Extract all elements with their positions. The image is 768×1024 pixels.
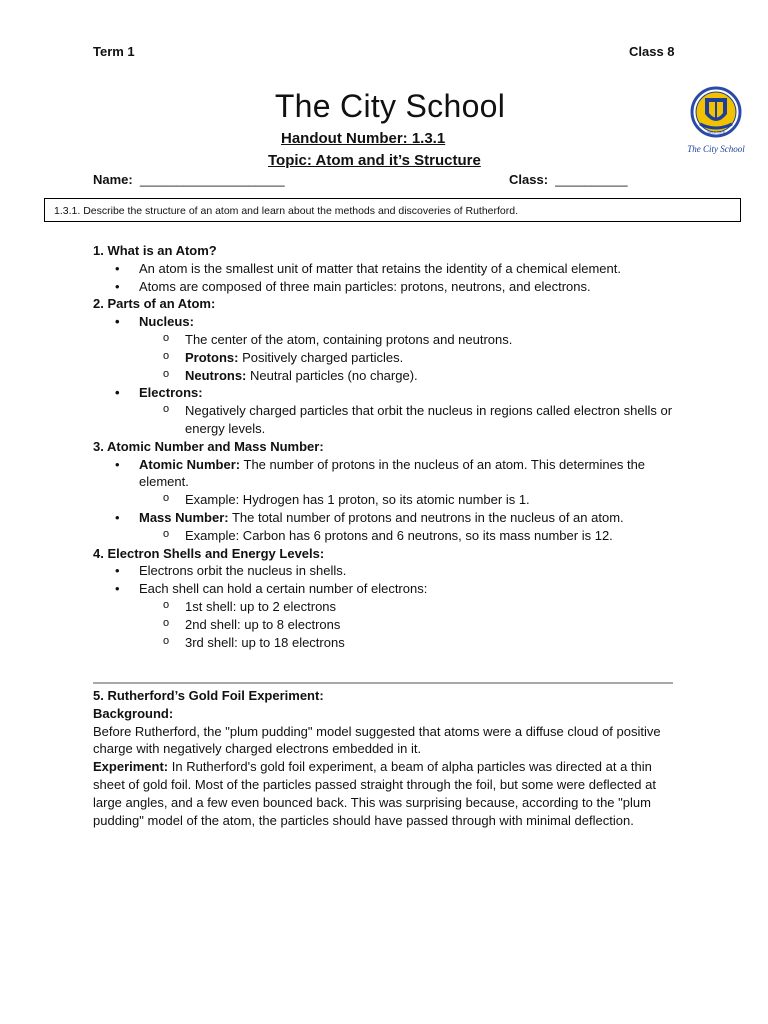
handout-content [93,242,683,651]
mass-number-text: The total number of protons and neutrons in the nucleus of an atom. [228,509,624,525]
school-title [0,88,768,125]
mass-number-label: Mass Number: [139,509,229,525]
protons-text: Positively charged particles. [238,349,404,365]
background-text: Before Rutherford, the "plum pudding" model suggested that atoms were a diffuse cloud of positive charge with negatively charged electrons embedded in it. [93,723,661,757]
logo-motto: Since 1978 [707,130,725,135]
school-crest-icon [678,84,758,160]
sub-list-item: o 3rd shell: up to 18 electrons [93,634,683,652]
sub-list-item [93,367,683,385]
atomic-number-text: The number of protons in the nucleus of an atom. This determines the element. [139,456,646,490]
name-field [93,172,285,187]
list-item: • An atom is the smallest unit of matter that retains the identity of a chemical element. [93,260,683,278]
sub-list-item [93,349,683,367]
section-5 [93,687,683,829]
section-divider [93,682,673,684]
section-2-heading: 2. Parts of an Atom: [93,296,216,312]
class-field [509,172,628,187]
experiment-paragraph [93,758,683,829]
section-3-heading: 3. Atomic Number and Mass Number: [93,438,324,454]
sub-list-item: o Example: Hydrogen has 1 proton, so its atomic number is 1. [93,491,683,509]
neutrons-label: Neutrons: [185,367,247,383]
class-blank: __________ [555,172,628,187]
sub-list-item: o Example: Carbon has 6 protons and 6 neutrons, so its mass number is 12. [93,527,683,545]
section-5-heading: 5. Rutherford’s Gold Foil Experiment: [93,688,324,703]
term-label: Term 1 [93,44,135,59]
sub-list-item: o 1st shell: up to 2 electrons [93,598,683,616]
school-logo [678,84,758,160]
atomic-number-label: Atomic Number: [139,456,241,472]
list-item [93,509,683,527]
list-item: • Atoms are composed of three main particles: protons, neutrons, and electrons. [93,278,683,296]
list-item-electrons: • Electrons: [93,384,683,402]
section-1-heading: 1. What is an Atom? [93,243,217,258]
handout-number: Handout Number: 1.3.1 [281,130,446,147]
protons-label: Protons: [185,349,239,365]
sub-list-item: o 2nd shell: up to 8 electrons [93,616,683,634]
list-item [93,456,683,492]
class-field-label: Class: [509,172,549,187]
sub-list-item: o The center of the atom, containing protons and neutrons. [93,331,683,349]
sub-list-item: o Negatively charged particles that orbit the nucleus in regions called electron shells or energy levels. [93,402,683,438]
list-item: • Each shell can hold a certain number of electrons: [93,580,683,598]
class-label: Class 8 [629,44,675,59]
name-blank: ____________________ [139,172,285,187]
section-4-heading: 4. Electron Shells and Energy Levels: [93,545,325,561]
experiment-label: Experiment: [93,759,169,775]
neutrons-text: Neutral particles (no charge). [246,367,418,383]
name-label: Name: [93,172,133,187]
list-item-nucleus: • Nucleus: [93,313,683,331]
school-title-text: The City School [274,88,506,124]
learning-objective-box: 1.3.1. Describe the structure of an atom and learn about the methods and discoveries of Rutherford. [44,198,741,222]
topic-title: Topic: Atom and it’s Structure [268,152,481,169]
logo-script: The City School [687,144,745,154]
experiment-text: In Rutherford's gold foil experiment, a beam of alpha particles was directed at a thin sheet of gold foil. Most of the particles passed straight through the foil, but some were deflected at large angles, and a few even bounced back. This was surprising because, according to the "plum pudding" model of the atom, the particles should have passed through with minimal deflection. [93,759,656,828]
list-item: • Electrons orbit the nucleus in shells. [93,562,683,580]
background-label: Background: [93,705,174,721]
